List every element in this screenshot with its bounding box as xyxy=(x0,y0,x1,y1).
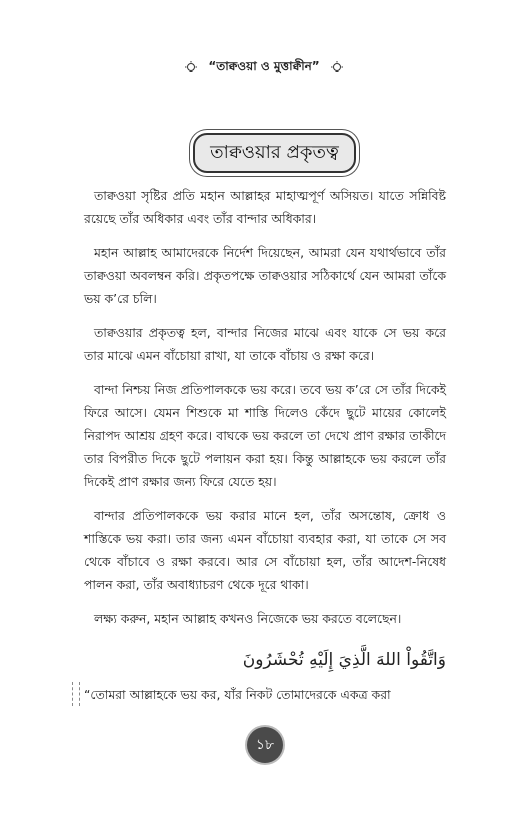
bulb-icon xyxy=(330,61,344,75)
paragraph: বান্দার প্রতিপালককে ভয় করার মানে হল, তাঁর অসন্তোষ, ক্রোধ ও শাস্তিকে ভয় করা। তার জন্য এমন বাঁচোয়া ব্যবহার করা, যা তাকে সে সব থেকে বাঁচাবে ও রক্ষা করবে। আর সে বাঁচোয়া হল, তাঁর আদেশ-নিষেধ পালন করা, তাঁর অবাধ্যাচরণ থেকে দূরে থাকা। xyxy=(84,508,446,592)
bulb-icon xyxy=(184,61,198,75)
running-header xyxy=(0,58,528,78)
page-number: ১৮ xyxy=(247,727,283,763)
paragraph: বান্দা নিশ্চয় নিজ প্রতিপালককে ভয় করে। তবে ভয় ক’রে সে তাঁর দিকেই ফিরে আসে। যেমন শিশুকে মা শাস্তি দিলেও কেঁদে ছুটে মায়ের কোলেই নিরাপদ আশ্রয় গ্রহণ করে। বাঘকে ভয় করলে তা দেখে প্রাণ রক্ষার তাকীদে তার বিপরীত দিকে ছুটে পলায়ন করা হয়। কিন্তু আল্লাহকে ভয় করলে তাঁর দিকেই প্রাণ রক্ষার জন্য ফিরে যেতে হয়। xyxy=(84,382,446,489)
chapter-title: তাক্বওয়ার প্রকৃতত্ব xyxy=(193,133,356,173)
paragraph: লক্ষ্য করুন, মহান আল্লাহ কখনও নিজেকে ভয় করতে বলেছেন। xyxy=(94,611,402,626)
paragraph: তাক্বওয়ার প্রকৃতত্ব হল, বান্দার নিজের মাঝে এবং যাকে সে ভয় করে তার মাঝে এমন বাঁচোয়া রাখা, যা তাকে বাঁচায় ও রক্ষা করে। xyxy=(84,325,446,363)
paragraph: তাক্বওয়া সৃষ্টির প্রতি মহান আল্লাহর মাহাত্মপূর্ণ অসিয়ত। যাতে সন্নিবিষ্ট রয়েছে তাঁর অধিকার এবং তাঁর বান্দার অধিকার। xyxy=(84,188,446,226)
arabic-verse: وَاتَّقُواْ اللهَ الَّذِيَ إِلَيْهِ تُحْشَرُونَ xyxy=(242,650,446,670)
paragraph: মহান আল্লাহ আমাদেরকে নির্দেশ দিয়েছেন, আমরা যেন যথার্থভাবে তাঁর তাক্বওয়া অবলম্বন করি। প্রকৃতপক্ষে তাক্বওয়ার সঠিকার্থে যেন আমরা তাঁকে ভয় ক’রে চলি। xyxy=(84,245,446,306)
body-text xyxy=(84,184,446,641)
header-title: “তাক্বওয়া ও মুত্তাক্বীন” xyxy=(208,59,320,73)
quote-text: “তোমরা আল্লাহকে ভয় কর, যাঁর নিকট তোমাদেরকে একত্র করা xyxy=(84,687,391,702)
quote-marker xyxy=(72,682,80,706)
